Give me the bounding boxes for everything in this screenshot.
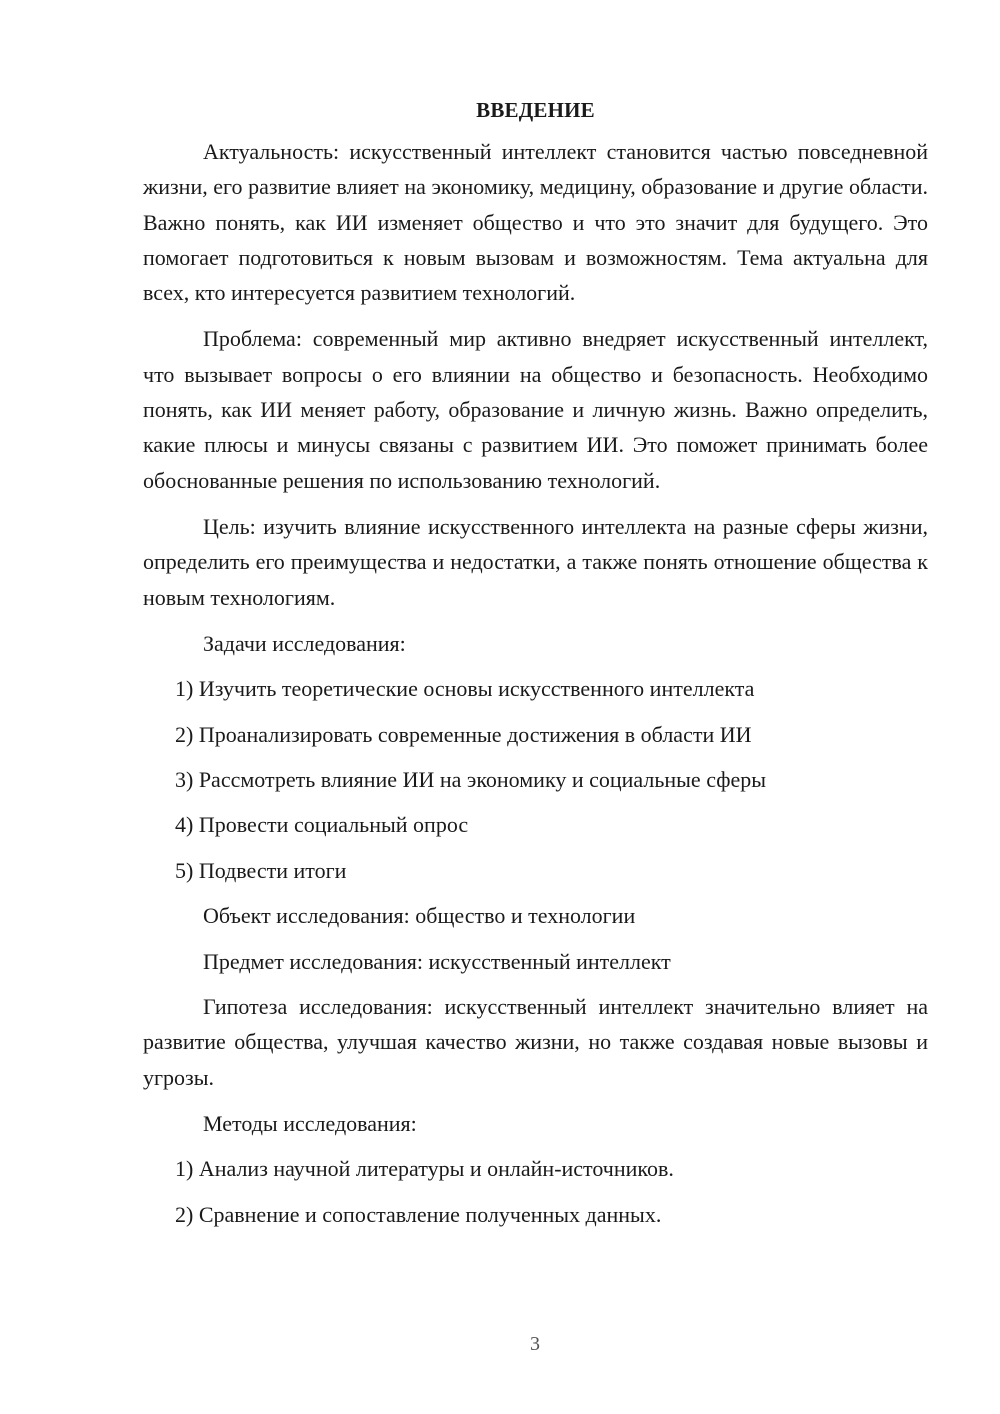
paragraph-hypothesis: Гипотеза исследования: искусственный интеллект значительно влияет на развитие общества, улучшая качество жизни, но также создавая новые вызовы и угрозы. xyxy=(143,993,928,1090)
methods-list xyxy=(143,1151,928,1231)
paragraph-problem: Проблема: современный мир активно внедряет искусственный интеллект, что вызывает вопросы о его влиянии на общество и безопасность. Необходимо понять, как ИИ меняет работу, образование и личную жизнь. Важно определить, какие плюсы и минусы связаны с развитием ИИ. Это поможет принимать более обоснованные решения по использованию технологий. xyxy=(143,326,928,493)
list-item: 2) Проанализировать современные достижения в области ИИ xyxy=(175,721,752,747)
section-heading: ВВЕДЕНИЕ xyxy=(476,98,595,122)
page-number: 3 xyxy=(530,1333,540,1355)
document-page xyxy=(143,92,928,1242)
paragraph-goal: Цель: изучить влияние искусственного интеллекта на разные сферы жизни, определить его преимущества и недостатки, а также понять отношение общества к новым технологиям. xyxy=(143,513,928,610)
paragraph-relevance: Актуальность: искусственный интеллект становится частью повседневной жизни, его развитие влияет на экономику, медицину, образование и другие области. Важно понять, как ИИ изменяет общество и что это значит для будущего. Это помогает подготовиться к новым вызовам и возможностям. Тема актуальна для всех, кто интересуется развитием технологий. xyxy=(143,139,928,306)
list-item: 1) Изучить теоретические основы искусственного интеллекта xyxy=(175,676,755,702)
tasks-list xyxy=(143,671,928,888)
methods-label: Методы исследования: xyxy=(203,1110,417,1136)
research-object: Объект исследования: общество и технологии xyxy=(203,903,636,929)
list-item: 5) Подвести итоги xyxy=(175,857,347,883)
tasks-label: Задачи исследования: xyxy=(203,630,406,656)
list-item: 2) Сравнение и сопоставление полученных данных. xyxy=(175,1201,662,1227)
list-item: 1) Анализ научной литературы и онлайн-источников. xyxy=(175,1156,674,1182)
research-subject: Предмет исследования: искусственный интеллект xyxy=(203,948,671,974)
list-item: 3) Рассмотреть влияние ИИ на экономику и социальные сферы xyxy=(175,767,767,793)
list-item: 4) Провести социальный опрос xyxy=(175,812,469,838)
